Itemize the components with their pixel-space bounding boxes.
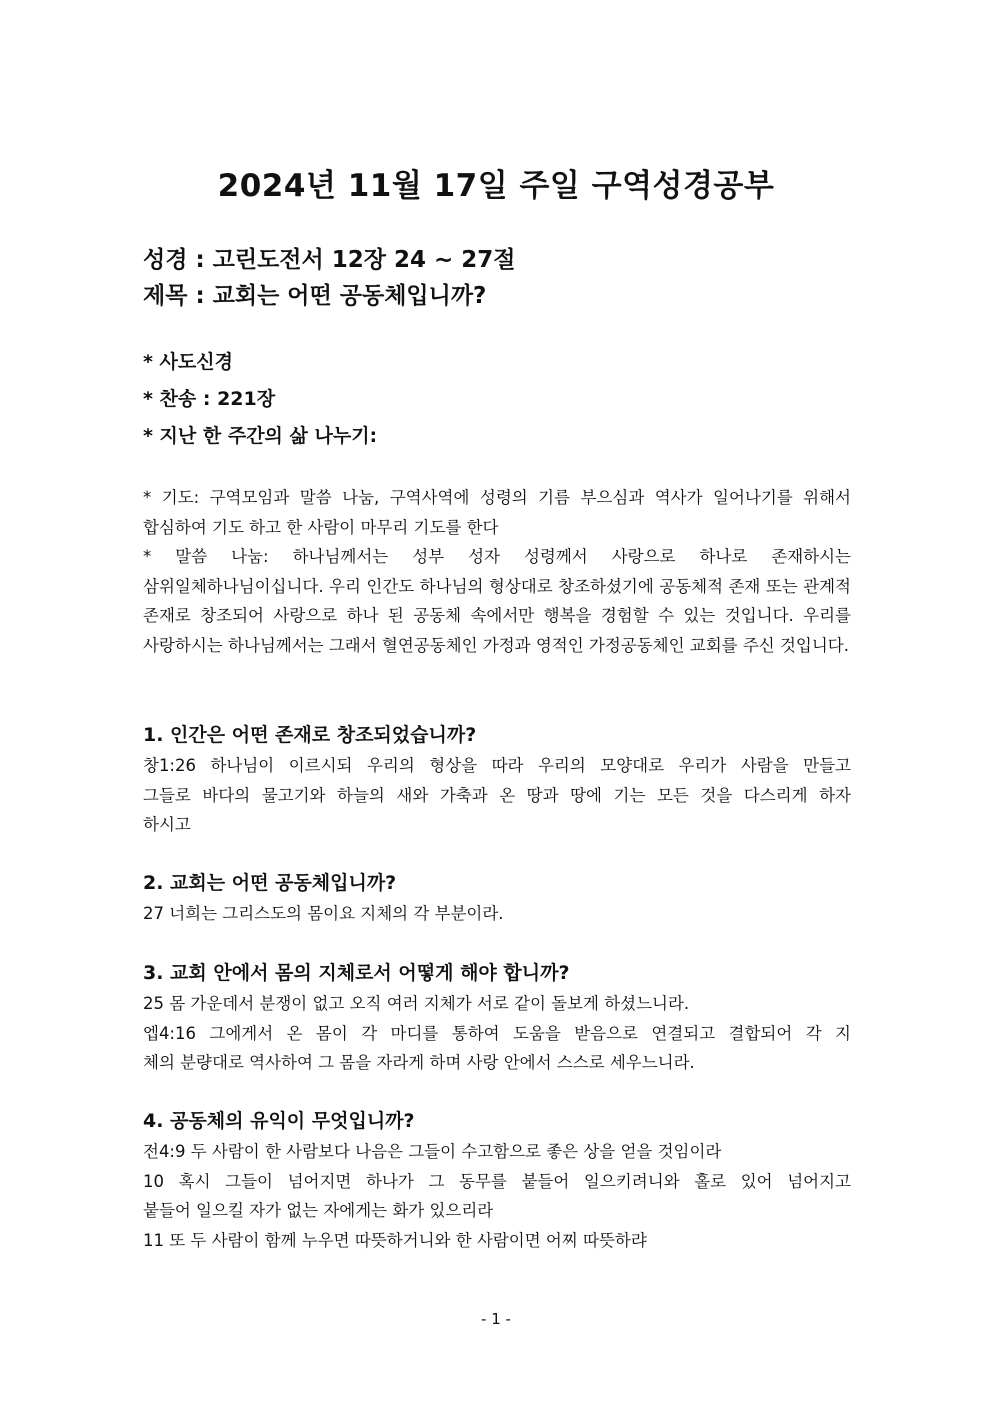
prayer-paragraph: * 기도: 구역모임과 말씀 나눔, 구역사역에 성령의 기름 부으심과 역사가 일어나기를 위해서 합심하여 기도 하고 한 사람이 마무리 기도를 한다 xyxy=(143,488,851,537)
order-item-creed: * 사도신경 xyxy=(143,351,233,373)
verse-line: 창1:26 하나님이 이르시되 우리의 형상을 따라 우리의 모양대로 우리가 사람을 만들고 xyxy=(143,756,851,775)
verse-line: 전4:9 두 사람이 한 사람보다 나음은 그들이 수고함으로 좋은 상을 얻을 것임이라 xyxy=(143,1142,722,1161)
question-heading: 1. 인간은 어떤 존재로 창조되었습니까? xyxy=(143,724,477,746)
question-heading: 4. 공동체의 유익이 무엇입니까? xyxy=(143,1110,415,1132)
question-3 xyxy=(143,957,851,1078)
question-2 xyxy=(143,867,851,929)
verse-line: 27 너희는 그리스도의 몸이요 지체의 각 부분이라. xyxy=(143,904,504,923)
document-title: 2024년 11월 17일 주일 구역성경공부 xyxy=(217,168,775,204)
question-1 xyxy=(143,719,851,840)
order-item-hymn: * 찬송 : 221장 xyxy=(143,388,276,410)
verse-line: 엡4:16 그에게서 온 몸이 각 마디를 통하여 도움을 받음으로 연결되고 결합되어 각 지 xyxy=(143,1023,851,1043)
order-item-sharing: * 지난 한 주간의 삶 나누기: xyxy=(143,425,378,447)
question-heading: 3. 교회 안에서 몸의 지체로서 어떻게 해야 합니까? xyxy=(143,962,570,984)
verse-line: 체의 분량대로 역사하여 그 몸을 자라게 하며 사랑 안에서 스스로 세우느니라. xyxy=(143,1053,695,1072)
intro-section xyxy=(143,483,851,660)
question-4 xyxy=(143,1105,851,1255)
sharing-paragraph: * 말씀 나눔: 하나님께서는 성부 성자 성령께서 사랑으로 하나로 존재하시는 삼위일체하나님이십니다. 우리 인간도 하나님의 형상대로 창조하셨기에 공동체적 존재 또는 관계적 존재로 창조되어 사랑으로 하나 된 공동체 속에서만 행복을 경험할 수 있는 것입니다. 우리를 사랑하시는 하나님께서는 그래서 혈연공동체인 가정과 영적인 가정공동체인 교회를 주신 것입니다. xyxy=(143,547,851,655)
verse-line: 10 혹시 그들이 넘어지면 하나가 그 동무를 붙들어 일으키려니와 홀로 있어 넘어지고 xyxy=(143,1171,851,1191)
meta-section xyxy=(143,242,851,314)
verse-line: 하시고 xyxy=(143,815,191,834)
verse-line: 그들로 바다의 물고기와 하늘의 새와 가축과 온 땅과 땅에 기는 모든 것을 다스리게 하자 xyxy=(143,785,851,805)
order-list xyxy=(143,344,851,455)
verse-line: 11 또 두 사람이 함께 누우면 따뜻하거니와 한 사람이면 어찌 따뜻하랴 xyxy=(143,1230,647,1250)
scripture-reference: 성경 : 고린도전서 12장 24 ~ 27절 xyxy=(143,247,516,273)
question-heading: 2. 교회는 어떤 공동체입니까? xyxy=(143,872,397,894)
verse-line: 25 몸 가운데서 분쟁이 없고 오직 여러 지체가 서로 같이 돌보게 하셨느니라. xyxy=(143,994,690,1013)
sermon-subject: 제목 : 교회는 어떤 공동체입니까? xyxy=(143,283,487,309)
page-number: - 1 - xyxy=(481,1310,511,1328)
verse-line: 붙들어 일으킬 자가 없는 자에게는 화가 있으리라 xyxy=(143,1201,494,1220)
